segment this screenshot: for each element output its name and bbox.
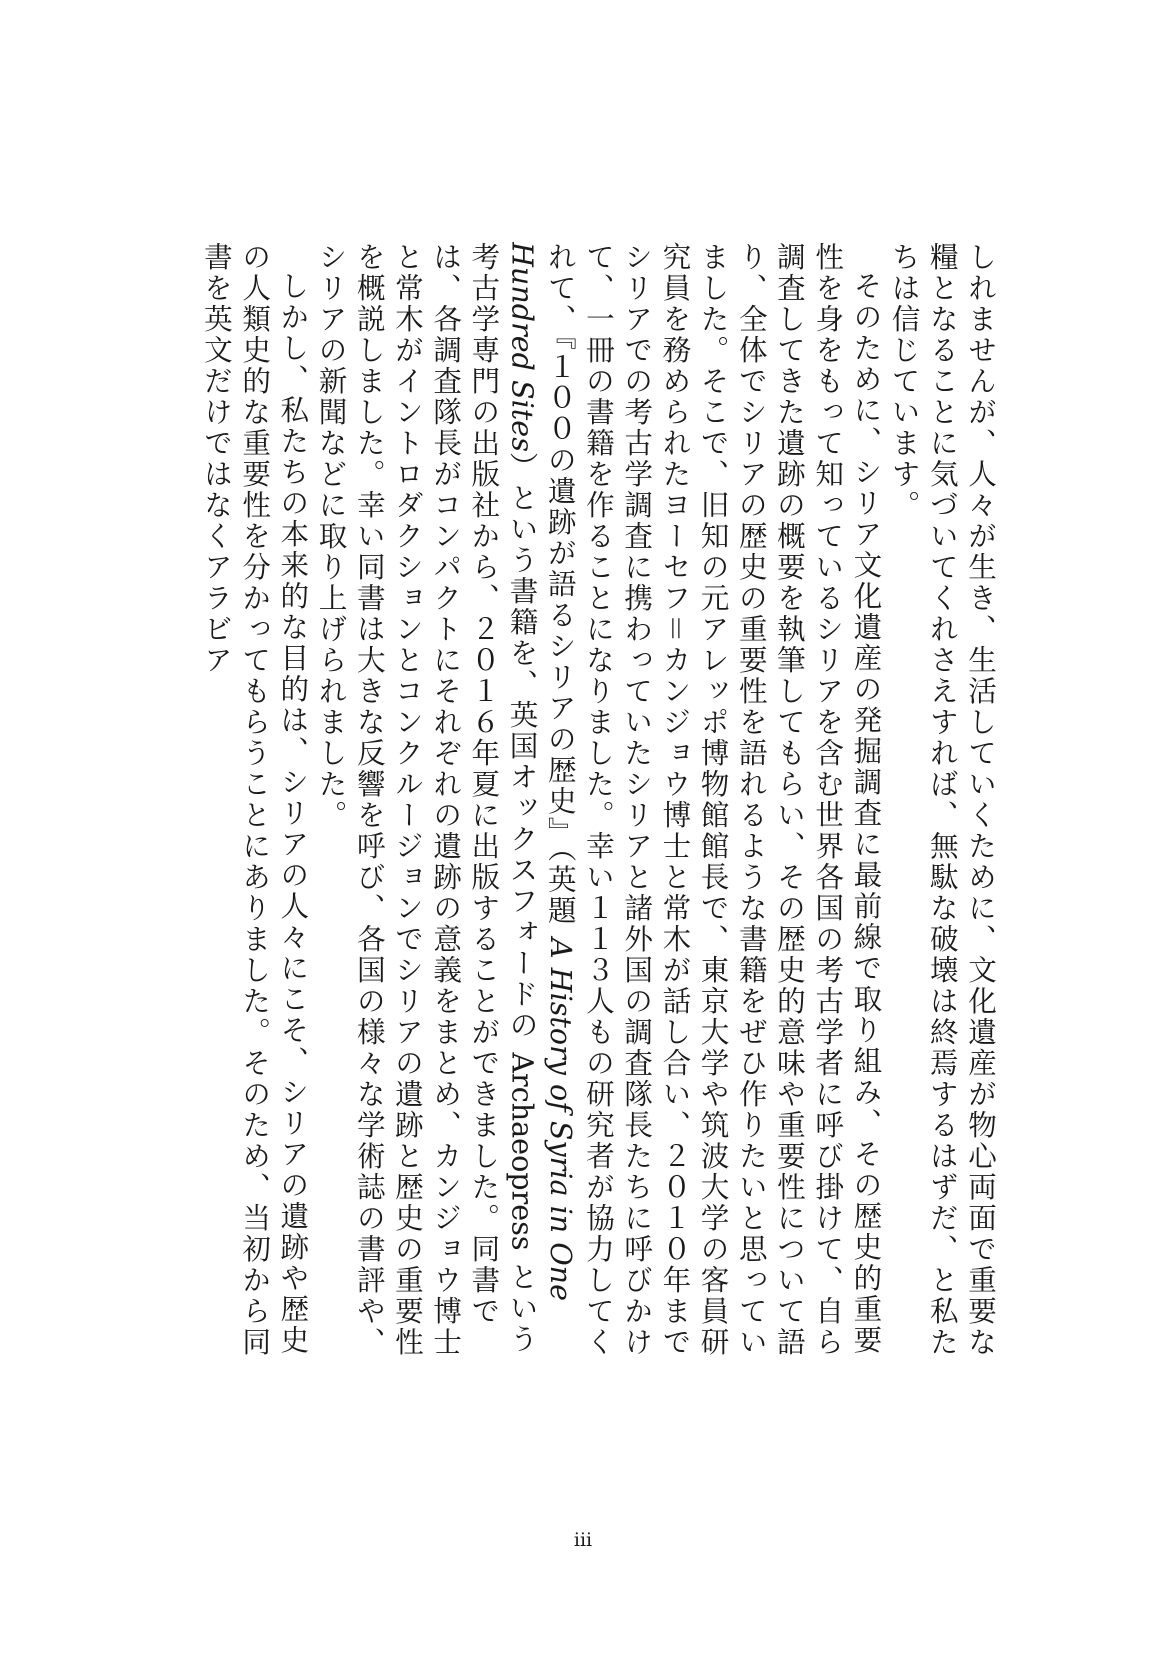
publisher-name: Archaeopress [505,1052,540,1251]
paragraph [312,242,885,1360]
italic-title: A History of Syria in One Hundred Sites [505,242,578,1302]
text-segment: しかし、私たちの本来的な目的は、シリアの人々にこそ、シリアの遺跡や歴史の人類史的な重要性を分かってもらうことにありました。そのため、当初から同書を英文だけではなくアラビア [199,242,311,1358]
text-segment: ）という書籍を、英国オックスフォードの [505,451,540,1053]
text-segment: しれませんが、人々が生き、生活していくために、文化遺産が物心両面で重要な糧となることに気づいてくれさえすれば、無駄な破壊は終焉するはずだ、と私たちは信じています。 [887,242,998,1358]
text-segment: そのために、シリア文化遺産の発掘調査に最前線で取り組み、その歴史的重要性を身をもって知っているシリアを含む世界各国の考古学者に呼び掛けて、自ら調査してきた遺跡の概要を執筆してもらい、その歴史的意味や重要性について語り、全体でシリアの歴史の重要性を語れるような書籍をぜひ作りたいと思っていました。そこで、旧知の元アレッポ博物館館長で、東京大学や筑波大学の客員研究員を務められたヨーセフ＝カンジョウ博士と常木が話し合い、２０１０年までシリアでの考古学調査に携わっていたシリアと諸外国の調査隊長たちに呼びかけて、一冊の書籍を作ることになりました。幸い１１３人もの研究者が協力してくれて、『１００の遺跡が語るシリアの歴史』（英題 [543,242,884,1358]
paragraph [198,242,313,1360]
text-segment: という考古学専門の出版社から、２０１６年夏に出版することができました。同書では、各調査隊長がコンパクトにそれぞれの遺跡の意義をまとめ、カンジョウ博士と常木がイントロダクションとコンクルージョンでシリアの遺跡と歴史の重要性を概説しました。幸い同書は大きな反響を呼び、各国の様々な学術誌の書評や、シリアの新聞などに取り上げられました。 [314,242,540,1358]
body-text [170,242,1000,1360]
paragraph [885,242,1000,1360]
page-number: iii [573,1529,593,1551]
